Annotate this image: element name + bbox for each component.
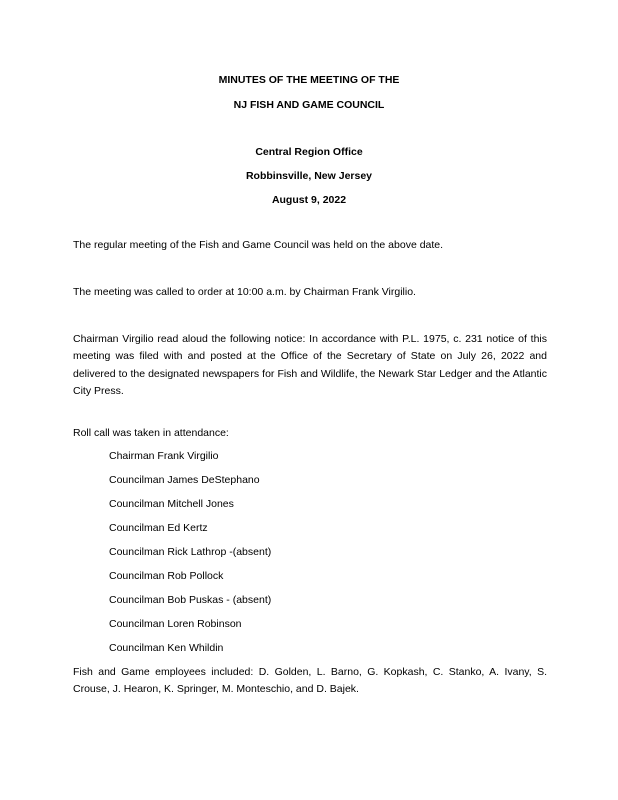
meeting-date: August 9, 2022 [271,194,347,206]
attendee-item: Councilman James DeStephano [109,474,260,486]
attendee-item: Councilman Ed Kertz [109,522,208,534]
paragraph-regular-meeting: The regular meeting of the Fish and Game Council was held on the above date. [73,239,444,251]
attendee-item: Councilman Ken Whildin [109,642,224,654]
paragraph-called-to-order: The meeting was called to order at 10:00 a.m. by Chairman Frank Virgilio. [73,286,416,298]
attendee-item: Councilman Mitchell Jones [109,498,234,510]
title-line-2: NJ FISH AND GAME COUNCIL [233,99,385,111]
attendee-item: Chairman Frank Virgilio [109,450,219,462]
meeting-location: Central Region Office [255,146,363,158]
roll-call-intro: Roll call was taken in attendance: [73,427,229,439]
paragraph-employees: Fish and Game employees included: D. Golden, L. Barno, G. Kopkash, C. Stanko, A. Ivany, S. Crouse, J. Hearon, K. Springer, M. Monteschio, and D. Bajek. [73,666,547,696]
title-line-1: MINUTES OF THE MEETING OF THE [218,74,400,86]
attendee-item: Councilman Rick Lathrop -(absent) [109,546,272,558]
attendee-item: Councilman Bob Puskas - (absent) [109,594,272,606]
attendee-item: Councilman Loren Robinson [109,618,242,630]
attendee-item: Councilman Rob Pollock [109,570,224,582]
meeting-city: Robbinsville, New Jersey [245,170,373,182]
paragraph-public-notice: Chairman Virgilio read aloud the following notice: In accordance with P.L. 1975, c. 231 notice of this meeting was filed with and posted at the Office of the Secretary of State on July 26, 2022 and delivered to the designated newspapers for Fish and Wildlife, the Newark Star Ledger and the Atlantic City Press. [73,333,547,397]
